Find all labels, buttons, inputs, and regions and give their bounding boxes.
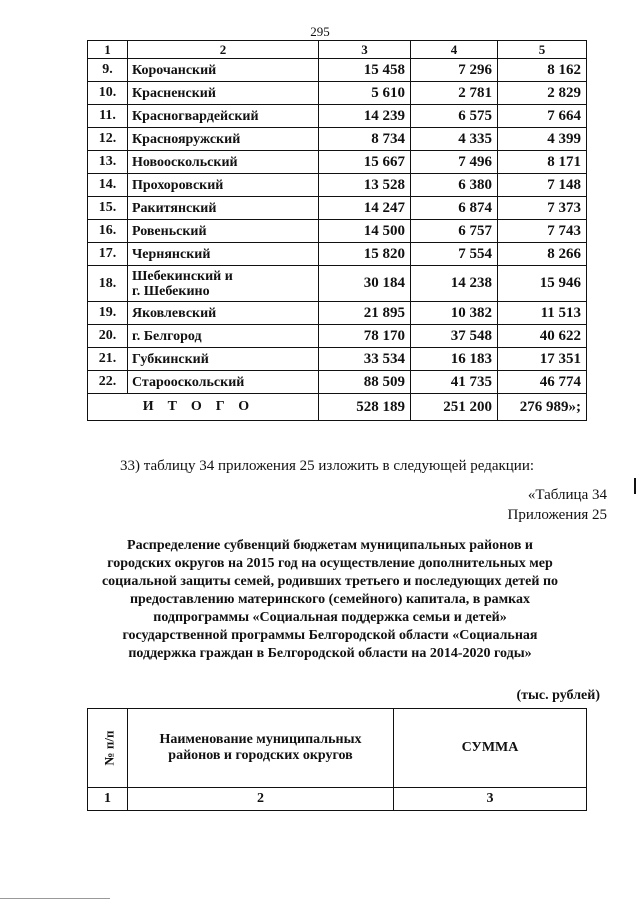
appendix-reference: Приложения 25 [507, 507, 607, 523]
value-col-4: 7 296 [411, 59, 498, 82]
table-header-row [88, 41, 587, 59]
table-row [88, 128, 587, 151]
district-name-line: Новооскольский [132, 154, 238, 170]
value-col-5: 11 513 [498, 302, 587, 325]
row-number: 14. [88, 174, 128, 197]
table-row [88, 325, 587, 348]
value-col-4: 7 554 [411, 243, 498, 266]
district-name-line: Прохоровский [132, 177, 224, 193]
value-col-4: 6 874 [411, 197, 498, 220]
district-name [128, 348, 319, 371]
value-col-4: 4 335 [411, 128, 498, 151]
name-header-line: районов и городских округов [168, 748, 353, 763]
table-reference: «Таблица 34 [527, 487, 607, 503]
district-name-line: г. Белгород [132, 328, 202, 344]
value-col-5: 15 946 [498, 266, 587, 302]
value-col-3: 15 667 [319, 151, 411, 174]
district-name-line: Старооскольский [132, 374, 245, 390]
row-number: 21. [88, 348, 128, 371]
distribution-table [87, 40, 587, 421]
value-col-5: 2 829 [498, 82, 587, 105]
value-col-5: 8 171 [498, 151, 587, 174]
title-line: государственной программы Белгородской области «Социальная [122, 628, 538, 643]
value-col-5: 7 664 [498, 105, 587, 128]
row-number: 20. [88, 325, 128, 348]
total-label: ИТОГО [88, 394, 319, 421]
table-row [88, 371, 587, 394]
sum-column-header: СУММА [394, 709, 587, 788]
value-col-3: 33 534 [319, 348, 411, 371]
column-number-header: 3 [319, 41, 411, 59]
value-col-3: 30 184 [319, 266, 411, 302]
table-row [88, 348, 587, 371]
district-name [128, 243, 319, 266]
row-number: 18. [88, 266, 128, 302]
value-col-3: 14 247 [319, 197, 411, 220]
row-number: 22. [88, 371, 128, 394]
value-col-5: 7 743 [498, 220, 587, 243]
row-number: 17. [88, 243, 128, 266]
district-name [128, 82, 319, 105]
district-name [128, 197, 319, 220]
column-number: 2 [128, 788, 394, 811]
district-name-line: Краснояружский [132, 131, 241, 147]
name-column-header [128, 709, 394, 788]
column-number-header: 4 [411, 41, 498, 59]
district-name [128, 371, 319, 394]
district-name [128, 151, 319, 174]
value-col-4: 7 496 [411, 151, 498, 174]
district-name [128, 302, 319, 325]
row-number: 15. [88, 197, 128, 220]
margin-mark [634, 478, 636, 494]
value-col-4: 41 735 [411, 371, 498, 394]
district-name [128, 266, 319, 302]
title-line: предоставлению материнского (семейного) капитала, в рамках [129, 592, 531, 607]
column-number: 3 [394, 788, 587, 811]
district-name-line: Ровеньский [132, 223, 207, 239]
district-name-line: Красногвардейский [132, 108, 259, 124]
table-row [88, 82, 587, 105]
value-col-4: 2 781 [411, 82, 498, 105]
table-row [88, 105, 587, 128]
title-line: поддержка граждан в Белгородской области на 2014-2020 годы» [128, 646, 532, 661]
value-col-3: 15 820 [319, 243, 411, 266]
units-label: (тыс. рублей) [516, 688, 600, 703]
value-col-4: 14 238 [411, 266, 498, 302]
district-name-line: Корочанский [132, 62, 217, 78]
value-col-4: 6 757 [411, 220, 498, 243]
district-name-line: Ракитянский [132, 200, 217, 216]
value-col-5: 46 774 [498, 371, 587, 394]
table-row [88, 220, 587, 243]
district-name [128, 105, 319, 128]
value-col-4: 6 380 [411, 174, 498, 197]
title-line: городских округов на 2015 год на осуществление дополнительных мер [107, 556, 553, 571]
total-row [88, 394, 587, 421]
total-col-5: 276 989»; [498, 394, 587, 421]
row-number: 13. [88, 151, 128, 174]
table-row [88, 197, 587, 220]
value-col-3: 21 895 [319, 302, 411, 325]
row-number: 16. [88, 220, 128, 243]
district-name-line: г. Шебекино [132, 283, 210, 299]
distribution-table-body [88, 41, 587, 421]
row-number: 11. [88, 105, 128, 128]
district-name-line: Красненский [132, 85, 216, 101]
row-number: 10. [88, 82, 128, 105]
district-name [128, 220, 319, 243]
value-col-4: 10 382 [411, 302, 498, 325]
title-line: Распределение субвенций бюджетам муниципальных районов и [127, 538, 533, 553]
row-number: 12. [88, 128, 128, 151]
value-col-3: 14 239 [319, 105, 411, 128]
value-col-4: 37 548 [411, 325, 498, 348]
row-number: 9. [88, 59, 128, 82]
new-table-34 [87, 708, 587, 811]
new-table-numbering-row [88, 788, 587, 811]
table-row [88, 243, 587, 266]
name-header-line: Наименование муниципальных [159, 732, 362, 747]
district-name-line: Губкинский [132, 351, 209, 367]
value-col-3: 88 509 [319, 371, 411, 394]
footer-line [0, 898, 110, 899]
district-name [128, 325, 319, 348]
value-col-3: 15 458 [319, 59, 411, 82]
district-name-line: Яковлевский [132, 305, 217, 321]
column-number: 1 [88, 788, 128, 811]
district-name [128, 174, 319, 197]
table-row [88, 151, 587, 174]
district-name [128, 128, 319, 151]
district-name-line: Чернянский [132, 246, 211, 262]
value-col-5: 40 622 [498, 325, 587, 348]
value-col-3: 13 528 [319, 174, 411, 197]
value-col-3: 14 500 [319, 220, 411, 243]
title-line: подпрограммы «Социальная поддержка семьи и детей» [153, 610, 507, 625]
value-col-3: 8 734 [319, 128, 411, 151]
column-number-header: 2 [128, 41, 319, 59]
title-line: социальной защиты семей, родивших третьего и последующих детей по [101, 574, 559, 589]
column-number-header: 5 [498, 41, 587, 59]
number-column-header: № п/п [88, 709, 128, 788]
new-table-header-row [88, 709, 587, 788]
total-col-4: 251 200 [411, 394, 498, 421]
table-row [88, 59, 587, 82]
amendment-instruction: 33) таблицу 34 приложения 25 изложить в следующей редакции: [120, 458, 535, 474]
table-row [88, 266, 587, 302]
district-name [128, 59, 319, 82]
row-number: 19. [88, 302, 128, 325]
value-col-5: 17 351 [498, 348, 587, 371]
value-col-5: 8 162 [498, 59, 587, 82]
value-col-5: 7 148 [498, 174, 587, 197]
value-col-4: 16 183 [411, 348, 498, 371]
value-col-3: 5 610 [319, 82, 411, 105]
value-col-3: 78 170 [319, 325, 411, 348]
total-col-3: 528 189 [319, 394, 411, 421]
column-number-header: 1 [88, 41, 128, 59]
page-number: 295 [310, 24, 330, 39]
value-col-4: 6 575 [411, 105, 498, 128]
value-col-5: 7 373 [498, 197, 587, 220]
district-name-line: Шебекинский и [132, 268, 233, 284]
table-row [88, 302, 587, 325]
value-col-5: 8 266 [498, 243, 587, 266]
table-title [70, 537, 590, 663]
table-row [88, 174, 587, 197]
value-col-5: 4 399 [498, 128, 587, 151]
